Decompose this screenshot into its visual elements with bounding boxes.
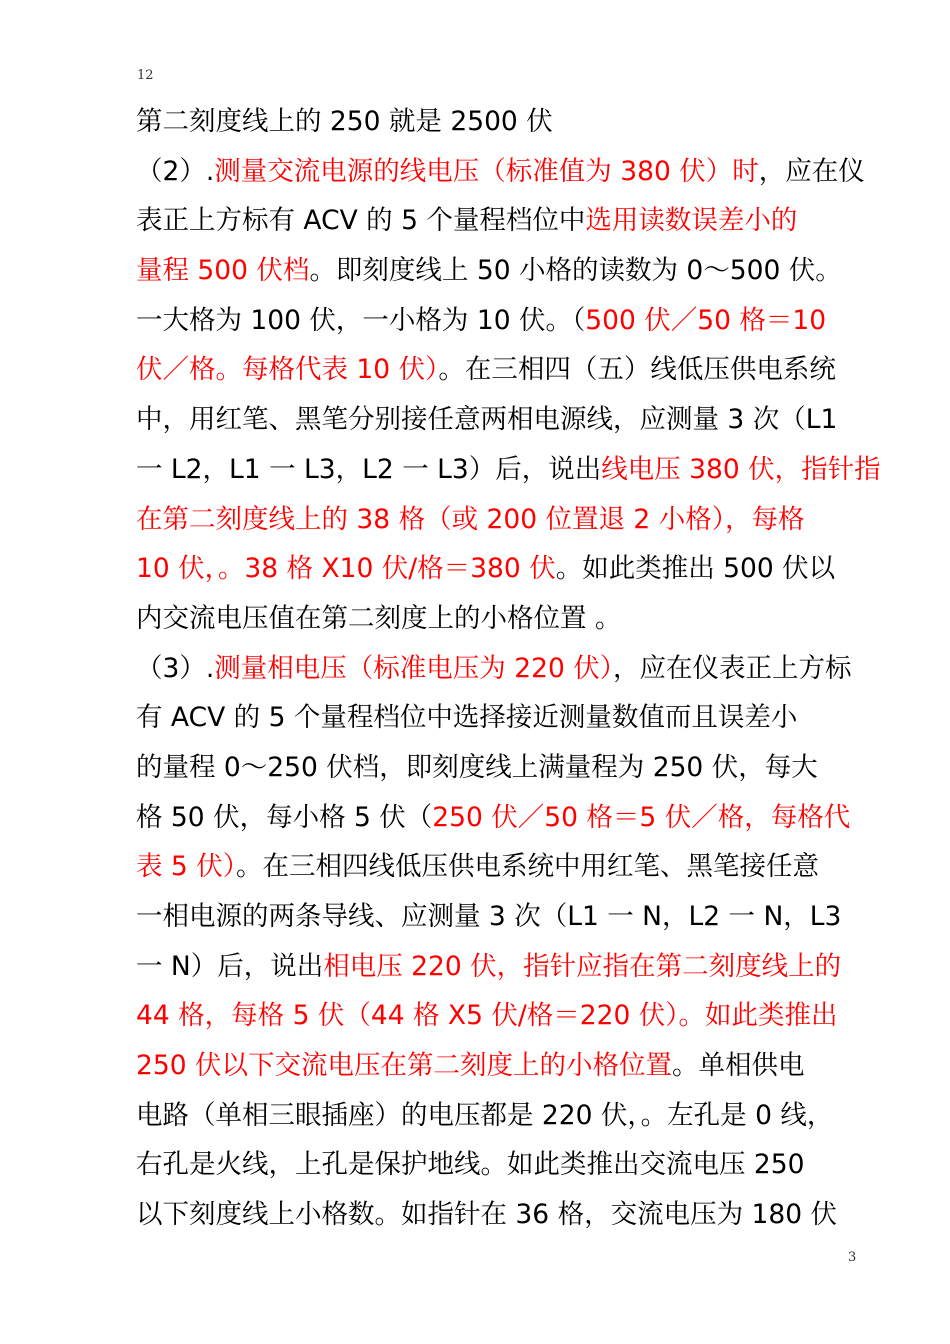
text-line xyxy=(136,1041,866,1091)
body-text-span: 一大格为 100 伏，一小格为 10 伏。（ xyxy=(136,304,586,336)
text-line xyxy=(136,942,866,992)
body-text-span: （3）. xyxy=(136,652,215,684)
body-text-span: 电路（单相三眼插座）的电压都是 220 伏，。左孔是 0 线， xyxy=(136,1099,834,1131)
line-content xyxy=(136,345,836,395)
body-text-span: 一 N）后，说出 xyxy=(136,950,324,982)
line-content xyxy=(136,544,835,594)
highlight-text: 250 伏以下交流电压在第二刻度上的小格位置 xyxy=(136,1050,673,1082)
body-text-span: 。单相供电 xyxy=(672,1050,805,1082)
highlight-text: 500 伏／50 格＝10 xyxy=(585,304,827,336)
highlight-text: 伏／格。每格代表 10 伏） xyxy=(136,354,439,386)
text-line xyxy=(136,296,866,346)
text-line xyxy=(136,345,866,395)
highlight-text: 250 伏／50 格＝5 伏／格，每格代 xyxy=(432,801,851,833)
text-line xyxy=(136,147,866,197)
text-line xyxy=(136,1140,866,1190)
line-content xyxy=(136,246,842,296)
body-text-span: 。如此类推出 500 伏以 xyxy=(555,553,836,585)
body-text-span: （2）. xyxy=(136,155,215,187)
page-footer-number: 3 xyxy=(848,1250,857,1265)
line-content xyxy=(136,793,850,843)
body-text-span: 一相电源的两条导线、应测量 3 次（L1 一 N，L2 一 N，L3 xyxy=(136,901,842,932)
body-text-span: 的量程 0～250 伏档，即刻度线上满量程为 250 伏，每大 xyxy=(136,751,818,783)
text-line xyxy=(136,544,866,594)
text-line xyxy=(136,196,866,246)
body-text-span: 一 L2，L1 一 L3，L2 一 L3）后，说出 xyxy=(136,453,602,485)
body-text-span: 内交流电压值在第二刻度上的小格位置 。 xyxy=(136,602,622,634)
text-line xyxy=(136,1091,866,1141)
document-body xyxy=(136,97,881,1240)
text-line xyxy=(136,693,866,743)
highlight-text: 线电压 380 伏，指针指 xyxy=(601,453,881,485)
text-line xyxy=(136,644,866,694)
text-line xyxy=(136,246,866,296)
body-text-span: 。在三相四（五）线低压供电系统 xyxy=(438,354,836,386)
line-content xyxy=(136,644,851,694)
body-text-span: 。在三相四线低压供电系统中用红笔、黑笔接任意 xyxy=(235,851,819,883)
highlight-text: 测量交流电源的线电压（标准值为 380 伏）时 xyxy=(214,155,759,187)
text-line xyxy=(136,743,866,793)
text-line xyxy=(136,445,881,495)
text-line xyxy=(136,395,866,445)
line-content xyxy=(136,147,865,197)
highlight-text: 44 格，每格 5 伏（44 格 X5 伏/格＝220 伏）。如此类推出 xyxy=(136,1000,838,1032)
body-text-span: ，应在仪表正上方标 xyxy=(612,652,852,684)
highlight-text: 表 5 伏） xyxy=(136,851,236,883)
body-text-span: ，应在仪 xyxy=(758,155,865,187)
highlight-text: 测量相电压（标准电压为 220 伏） xyxy=(214,652,613,684)
text-line xyxy=(136,991,866,1041)
highlight-text: 10 伏，。38 格 X10 伏/格＝380 伏 xyxy=(136,553,556,585)
page-header-number: 12 xyxy=(137,68,154,83)
text-line xyxy=(136,793,866,843)
highlight-text: 在第二刻度线上的 38 格（或 200 位置退 2 小格），每格 xyxy=(136,503,805,535)
line-content xyxy=(136,296,826,346)
line-content xyxy=(136,1041,805,1091)
body-text-span: 中，用红笔、黑笔分别接任意两相电源线，应测量 3 次（L1 xyxy=(136,404,838,436)
text-line xyxy=(136,594,866,644)
body-text-span: 。即刻度线上 50 小格的读数为 0～500 伏。 xyxy=(309,255,842,287)
text-line xyxy=(136,842,866,892)
body-text-span: 表正上方标有 ACV 的 5 个量程档位中 xyxy=(136,205,586,237)
highlight-text: 量程 500 伏档 xyxy=(136,255,310,287)
text-line xyxy=(136,495,866,545)
text-line xyxy=(136,892,866,942)
line-content xyxy=(136,445,881,495)
body-text-span: 格 50 伏，每小格 5 伏（ xyxy=(136,801,433,833)
body-text-span: 以下刻度线上小格数。如指针在 36 格，交流电压为 180 伏 xyxy=(136,1199,837,1231)
line-content xyxy=(136,942,841,992)
body-text-span: 第二刻度线上的 250 就是 2500 伏 xyxy=(136,106,553,137)
line-content xyxy=(136,842,819,892)
highlight-text: 选用读数误差小的 xyxy=(585,205,798,237)
body-text-span: 有 ACV 的 5 个量程档位中选择接近测量数值而且误差小 xyxy=(136,702,798,734)
body-text-span: 右孔是火线，上孔是保护地线。如此类推出交流电压 250 xyxy=(136,1149,805,1181)
highlight-text: 相电压 220 伏，指针应指在第二刻度线上的 xyxy=(323,950,842,982)
line-content xyxy=(136,196,797,246)
text-line xyxy=(136,1190,866,1240)
text-line xyxy=(136,97,866,147)
